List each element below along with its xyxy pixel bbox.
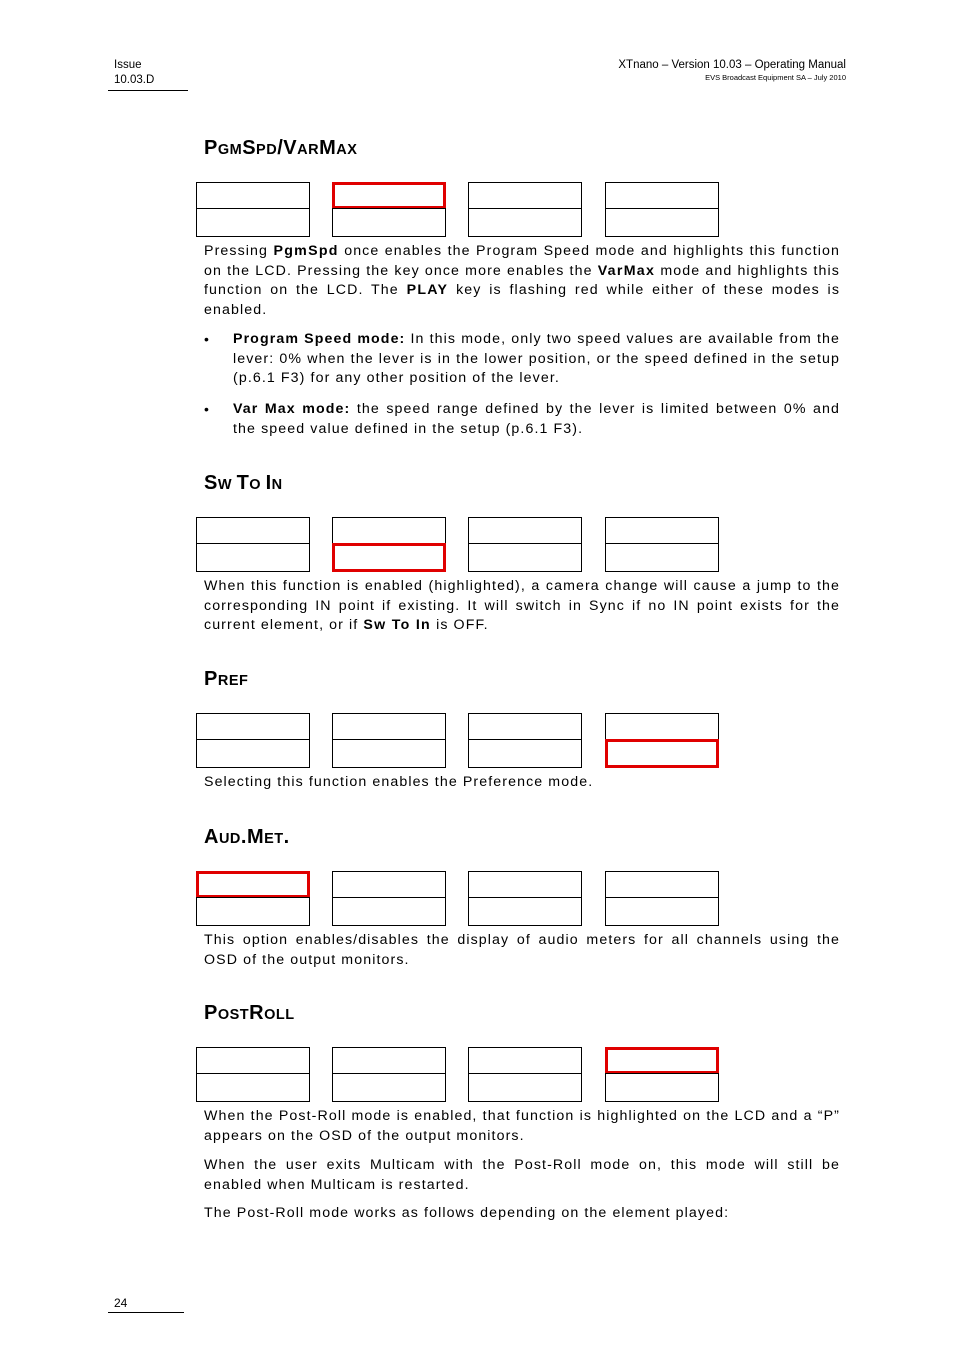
pref-paragraph: Selecting this function enables the Preference mode. bbox=[204, 774, 594, 790]
issue-number: 10.03.D bbox=[114, 74, 155, 86]
key-top bbox=[196, 182, 310, 209]
key-top bbox=[605, 517, 719, 544]
key-top bbox=[332, 713, 446, 740]
section-title-aud-met: AUD.MET. bbox=[204, 826, 290, 848]
key-bottom bbox=[605, 1073, 719, 1102]
key-top bbox=[468, 713, 582, 740]
key-bottom-highlighted bbox=[605, 739, 719, 768]
key-top bbox=[468, 517, 582, 544]
section-title-sw-to-in: SW TO IN bbox=[204, 472, 283, 494]
key-diagram-sw-to-in bbox=[196, 517, 720, 573]
key-bottom bbox=[605, 897, 719, 926]
key-bottom bbox=[196, 543, 310, 572]
key-diagram-pgmspd bbox=[196, 182, 720, 238]
key-2 bbox=[332, 517, 446, 572]
key-bottom bbox=[332, 1073, 446, 1102]
key-3 bbox=[468, 182, 582, 237]
key-bottom bbox=[196, 1073, 310, 1102]
key-bottom bbox=[332, 897, 446, 926]
postroll-paragraph-2: When the user exits Multicam with the Post-Roll mode on, this mode will still be enabled when Multicam is restarted. bbox=[204, 1157, 840, 1193]
key-4 bbox=[605, 713, 719, 768]
key-3 bbox=[468, 1047, 582, 1102]
section-title-pgmspd-varmax: PGMSPD/VARMAX bbox=[204, 137, 358, 159]
key-diagram-pref bbox=[196, 713, 720, 769]
key-bottom bbox=[468, 739, 582, 768]
key-top bbox=[196, 517, 310, 544]
key-1 bbox=[196, 517, 310, 572]
key-1 bbox=[196, 182, 310, 237]
section-title-pref: PREF bbox=[204, 668, 249, 690]
key-top bbox=[332, 871, 446, 898]
key-4 bbox=[605, 517, 719, 572]
key-2 bbox=[332, 182, 446, 237]
key-4 bbox=[605, 1047, 719, 1102]
section-title-postroll: POSTROLL bbox=[204, 1002, 295, 1024]
key-top bbox=[605, 871, 719, 898]
key-top bbox=[605, 182, 719, 209]
key-top-highlighted bbox=[196, 871, 310, 898]
page-number: 24 bbox=[108, 1296, 184, 1313]
key-top bbox=[332, 517, 446, 544]
key-top-highlighted bbox=[605, 1047, 719, 1074]
aud-met-paragraph: This option enables/disables the display of audio meters for all channels using the OSD of the output monitors. bbox=[204, 932, 840, 968]
key-3 bbox=[468, 713, 582, 768]
key-bottom bbox=[196, 208, 310, 237]
key-2 bbox=[332, 871, 446, 926]
key-bottom bbox=[468, 897, 582, 926]
key-3 bbox=[468, 517, 582, 572]
postroll-paragraph-3: The Post-Roll mode works as follows depending on the element played: bbox=[204, 1205, 730, 1221]
key-top-highlighted bbox=[332, 182, 446, 209]
key-bottom bbox=[468, 543, 582, 572]
key-2 bbox=[332, 1047, 446, 1102]
key-diagram-postroll bbox=[196, 1047, 720, 1103]
key-top bbox=[468, 871, 582, 898]
key-diagram-aud-met bbox=[196, 871, 720, 927]
key-top bbox=[196, 713, 310, 740]
key-top bbox=[196, 1047, 310, 1074]
key-bottom bbox=[196, 897, 310, 926]
publisher: EVS Broadcast Equipment SA – July 2010 bbox=[705, 73, 846, 82]
sw-to-in-paragraph: When this function is enabled (highlighted), a camera change will cause a jump to the corresponding IN point if existing. It will switch in Sync if no IN point exists for the current element, or if Sw To In is OFF. bbox=[204, 578, 840, 633]
key-3 bbox=[468, 871, 582, 926]
key-4 bbox=[605, 871, 719, 926]
manual-title: XTnano – Version 10.03 – Operating Manual bbox=[618, 59, 846, 71]
key-top bbox=[605, 713, 719, 740]
postroll-paragraph-1: When the Post-Roll mode is enabled, that function is highlighted on the LCD and a “P” appears on the OSD of the output monitors. bbox=[204, 1108, 840, 1144]
bullet-dot: • bbox=[204, 401, 211, 417]
key-top bbox=[332, 1047, 446, 1074]
key-2 bbox=[332, 713, 446, 768]
issue-block bbox=[108, 58, 188, 91]
key-4 bbox=[605, 182, 719, 237]
issue-label: Issue bbox=[114, 59, 142, 71]
bullet-dot: • bbox=[204, 331, 211, 347]
key-bottom bbox=[605, 543, 719, 572]
key-bottom bbox=[332, 208, 446, 237]
pgmspd-paragraph: Pressing PgmSpd once enables the Program Speed mode and highlights this function on the LCD. Pressing the key once more enables the VarMax mode and highlights this function on the LCD. The PLAY key is flashing red while either of these modes is enabled. bbox=[204, 243, 841, 318]
manual-header bbox=[618, 58, 846, 83]
key-top bbox=[468, 1047, 582, 1074]
key-bottom bbox=[468, 1073, 582, 1102]
key-1 bbox=[196, 871, 310, 926]
bullet-var-max: • Var Max mode: the speed range defined by the lever is limited between 0% and the speed value defined in the setup (p.6.1 F3). bbox=[204, 401, 840, 437]
key-bottom-highlighted bbox=[332, 543, 446, 572]
key-bottom bbox=[196, 739, 310, 768]
key-bottom bbox=[468, 208, 582, 237]
bullet-program-speed: • Program Speed mode: In this mode, only two speed values are available from the lever: 0% when the lever is in the lower position, or the speed defined in the setup (p.6.1 F3) for any other position of the lever. bbox=[204, 331, 841, 386]
key-bottom bbox=[332, 739, 446, 768]
key-1 bbox=[196, 1047, 310, 1102]
key-1 bbox=[196, 713, 310, 768]
key-top bbox=[468, 182, 582, 209]
key-bottom bbox=[605, 208, 719, 237]
